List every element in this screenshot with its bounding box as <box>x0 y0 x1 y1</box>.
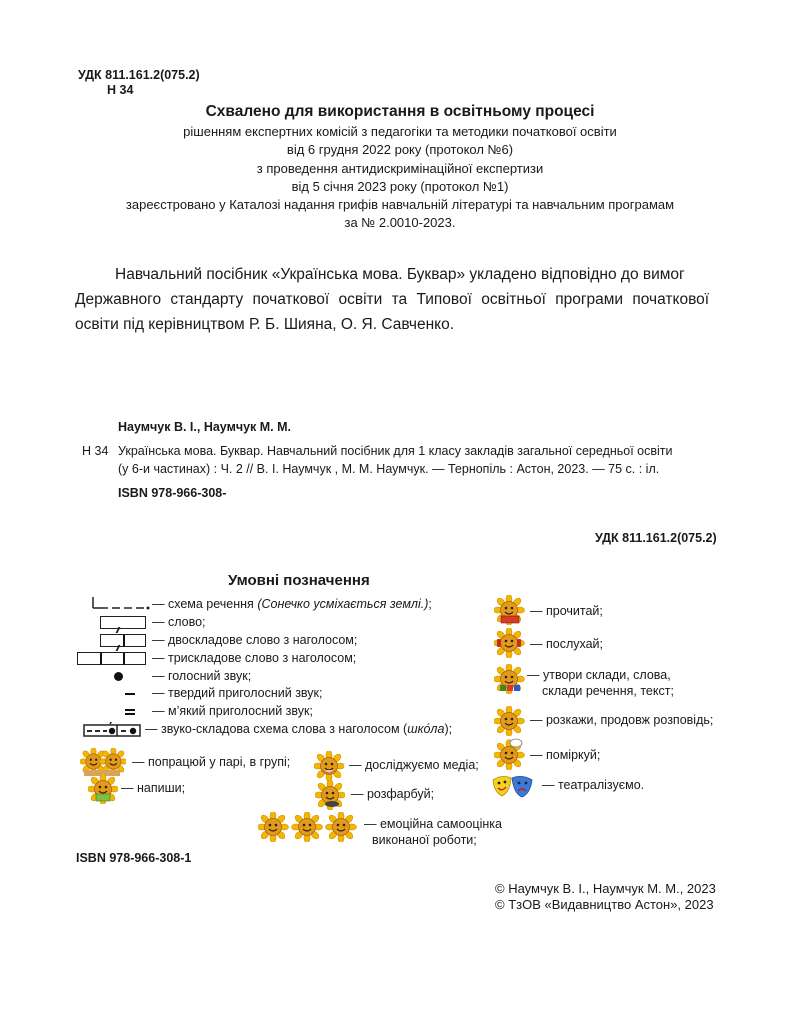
color-icon <box>315 780 345 810</box>
legend-self-assessment: — емоційна самооцінка виконаної роботи; <box>258 812 558 852</box>
legend-vowel: — голосний звук; <box>108 669 408 685</box>
legend-title: Умовні позначення <box>228 572 370 589</box>
approval-title: Схвалено для використання в освітньому процесі <box>205 103 595 120</box>
intro-line: освіти під керівництвом Р. Б. Шияна, О. Я. Савченко. <box>75 316 455 333</box>
legend-pair-work: — попрацюй у парі, в групі; <box>80 748 320 778</box>
legend-theater: — театралізуємо. <box>490 772 690 802</box>
read-icon <box>494 595 526 625</box>
vowel-dot-icon <box>114 672 123 681</box>
bib-isbn: ISBN 978-966-308- <box>118 486 227 500</box>
legend-make: — утвори склади, слова, склади речення, текст; <box>494 662 754 698</box>
listen-icon <box>494 628 526 658</box>
copyright-publisher: © ТзОВ «Видавництво Астон», 2023 <box>495 897 714 912</box>
bib-authors: Наумчук В. І., Наумчук М. М. <box>118 420 292 434</box>
bib-description: Українська мова. Буквар. Навчальний посібник для 1 класу закладів загальної середньої освіти <box>118 444 673 458</box>
make-icon <box>494 664 526 694</box>
write-icon <box>88 774 118 804</box>
approval-line: з проведення антидискримінаційної експертизи <box>256 161 544 176</box>
legend-three-syllable: — трискладове слово з наголосом; <box>77 651 397 667</box>
approval-line: зареєстровано у Каталозі надання грифів навчальній літературі та навчальним програмам <box>125 197 675 212</box>
legend-listen: — послухай; <box>494 628 694 658</box>
approval-line: від 5 січня 2023 року (протокол №1) <box>291 179 509 194</box>
sentence-scheme-icon <box>90 597 152 613</box>
think-icon <box>494 738 526 770</box>
word-box-icon <box>100 616 146 629</box>
legend-soft-consonant: — м’який приголосний звук; <box>108 704 408 720</box>
legend-color: — розфарбуй; <box>315 780 455 810</box>
isbn-full: ISBN 978-966-308-1 <box>76 851 192 865</box>
hard-consonant-icon <box>125 693 135 695</box>
bib-description: (у 6-и частинах) : Ч. 2 // В. І. Наумчук , М. М. Наумчук. — Тернопіль : Астон, 2023. — 75 с. : іл. <box>118 462 660 476</box>
copyright-authors: © Наумчук В. І., Наумчук М. М., 2023 <box>495 881 716 896</box>
self-assessment-icon <box>258 812 358 842</box>
tell-icon <box>494 706 526 736</box>
udc-code-top: УДК 811.161.2(075.2) <box>78 68 200 82</box>
intro-line: Державного стандарту початкової освіти та Типової освітньої програми початкової <box>75 291 710 308</box>
approval-line: за № 2.0010-2023. <box>344 215 456 230</box>
theater-masks-icon <box>490 772 536 802</box>
sound-scheme-icon <box>83 722 143 738</box>
three-syllable-icon <box>77 652 146 665</box>
media-icon <box>314 751 344 781</box>
legend-read: — прочитай; <box>494 595 694 625</box>
legend-hard-consonant: — твердий приголосний звук; <box>108 686 408 702</box>
legend-media: — досліджуємо медіа; <box>314 751 514 781</box>
legend-think: — поміркуй; <box>494 738 694 770</box>
legend-write: — напиши; <box>88 774 288 804</box>
legend-tell: — розкажи, продовж розповідь; <box>494 706 754 736</box>
legend-sound-scheme: — звуко-складова схема слова з наголосом (шко́ла); <box>83 722 503 738</box>
approval-line: рішенням експертних комісій з педагогіки та методики початкової освіти <box>183 124 617 139</box>
legend-sentence-scheme: — схема речення (Сонечко усміхається землі.); <box>90 597 490 613</box>
legend-word: — слово; <box>100 615 400 631</box>
author-mark-top: Н 34 <box>107 83 134 97</box>
intro-line: Навчальний посібник «Українська мова. Буквар» укладено відповідно до вимог <box>115 266 685 283</box>
bib-mark: Н 34 <box>82 444 109 458</box>
legend-two-syllable: — двоскладове слово з наголосом; <box>100 633 400 649</box>
approval-line: від 6 грудня 2022 року (протокол №6) <box>286 142 514 157</box>
udc-code-right: УДК 811.161.2(075.2) <box>595 531 717 545</box>
